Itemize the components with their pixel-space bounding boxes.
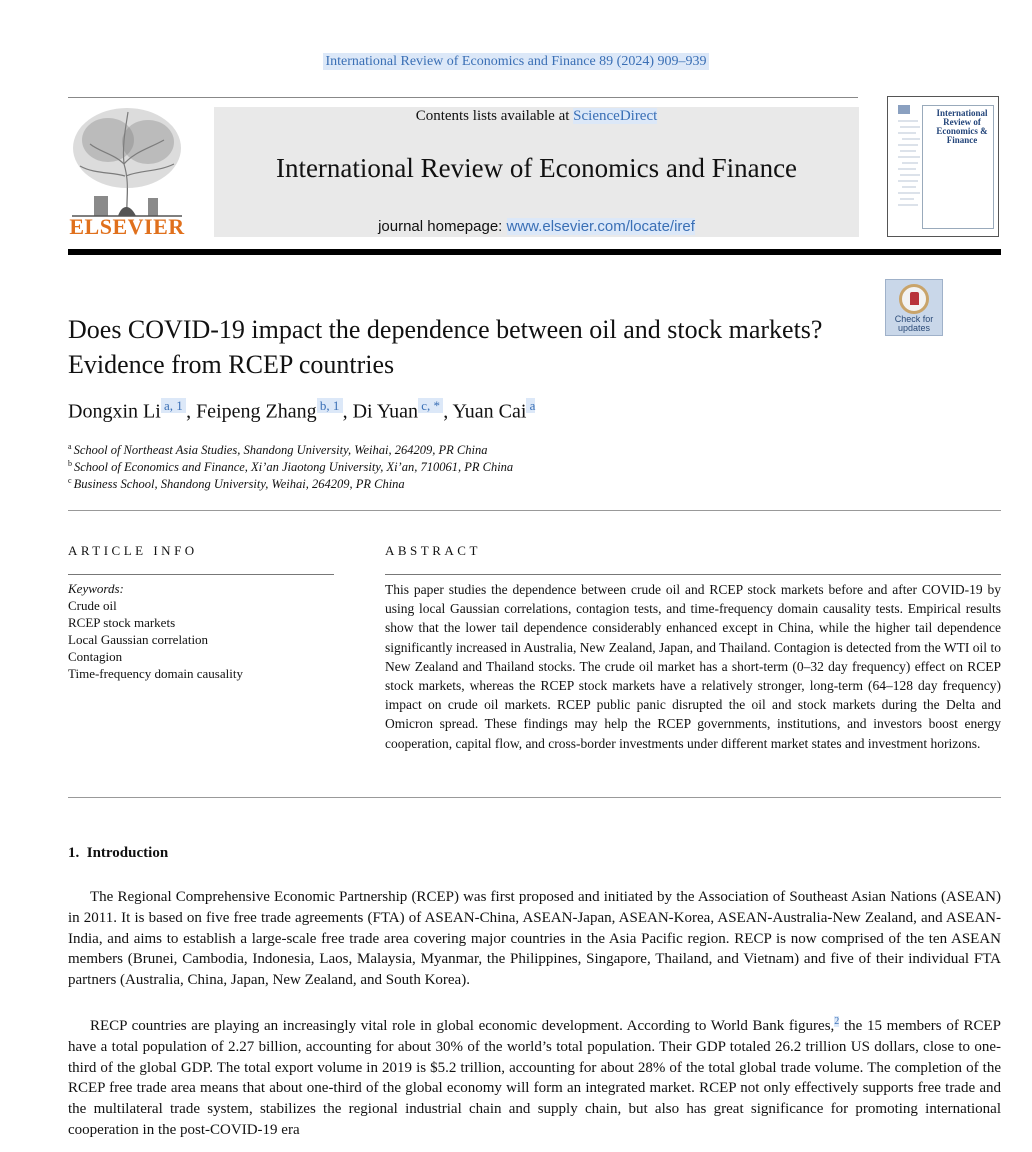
intro-paragraph-2-text-b: the 15 members of RCEP have a total population of 2.27 billion, accounting for about 30% of the world’s total population. Their GDP totaled 26.2 trillion US dollars, close to one-third of the global GDP. The total export volume in 2019 is $5.2 trillion, accounting for about 28% of the total global trade volume. The completion of the RCEP free trade area means that about one-third of the global economy will form an integrated market. RCEP not only effectively supports free trade and the multilateral trade system, stabilizes the regional industrial chain and supply chain, but also has great significance for promoting international cooperation in the post-COVID-19 era bbox=[68, 1018, 1002, 1138]
masthead-bottom-rule bbox=[68, 249, 1001, 255]
check-for-updates-badge[interactable] bbox=[885, 279, 943, 336]
footnote-ref-2[interactable]: 2 bbox=[834, 1016, 840, 1027]
author-name[interactable]: Dongxin Li bbox=[68, 400, 161, 423]
affiliation-key: c bbox=[68, 476, 72, 485]
header-rule bbox=[68, 97, 858, 98]
keywords-block bbox=[68, 580, 243, 682]
affiliation-text: School of Economics and Finance, Xi’an Jiaotong University, Xi’an, 710061, PR China bbox=[74, 460, 514, 475]
affiliation-b bbox=[68, 459, 513, 475]
keyword-item: Contagion bbox=[68, 649, 123, 664]
author-name[interactable]: Di Yuan bbox=[352, 400, 418, 423]
abstract-bottom-rule bbox=[68, 797, 1001, 798]
contents-line bbox=[214, 108, 859, 125]
journal-citation[interactable]: International Review of Economics and Finance 89 (2024) 909–939 bbox=[325, 54, 707, 69]
keyword-list bbox=[68, 597, 243, 682]
intro-paragraph-1-text: The Regional Comprehensive Economic Partnership (RCEP) was first proposed and initiated by the Association of Southeast Asian Nations (ASEAN) in 2011. It is based on five free trade agreements (FTA) of ASEAN-China, ASEAN-Japan, ASEAN-Korea, ASEAN-Australia-New Zealand, and ASEAN-India, and aims to establish a large-scale free trade area covering major countries in the Asia Pacific region. RECP is now comprised of the ten ASEAN members (Brunei, Cambodia, Indonesia, Laos, Malaysia, Myanmar, the Philippines, Singapore, Thailand, and Vietnam) and five of their individual FTA partners (Australia, China, Japan, New Zealand, and South Korea). bbox=[68, 889, 1001, 989]
cover-title: International Review of Economics & Finance bbox=[936, 108, 988, 145]
author-name[interactable]: Feipeng Zhang bbox=[196, 400, 317, 423]
keyword-item: Time-frequency domain causality bbox=[68, 666, 243, 681]
affiliation-text: Business School, Shandong University, Weihai, 264209, PR China bbox=[73, 477, 405, 492]
author-affiliation-marker[interactable]: a bbox=[526, 398, 536, 413]
elsevier-wordmark: ELSEVIER bbox=[69, 214, 185, 239]
keyword-item: Local Gaussian correlation bbox=[68, 632, 209, 647]
keyword-item: RCEP stock markets bbox=[68, 615, 176, 630]
abstract-text: This paper studies the dependence between crude oil and RCEP stock markets before and after COVID-19 by using local Gaussian correlations, contagion tests, and time-frequency domain causality tests. Empirical results show that the lower tail dependence considerably enhanced except in China, while the higher tail dependence significantly increased in Australia, New Zealand, Japan, and Thailand. Contagion is detected from the WTI oil to New Zealand and Thailand stocks. The crude oil market has a short-term (0–32 day frequency) effect on RCEP stock markets, whereas the RCEP stock markets have a relatively stronger, long-term (64–128 day frequency) impact on crude oil markets. RCEP public panic disrupted the oil and stock markets during the Delta and Omicron spread. These findings may help the RCEP governments, institutions, and investors boost energy cooperation, capital flow, and cross-border investments under different market states and investment horizons. bbox=[385, 582, 1001, 751]
bookmark-icon bbox=[899, 284, 929, 314]
article-info-rule bbox=[68, 574, 334, 575]
homepage-line bbox=[214, 218, 859, 235]
author-affiliation-marker[interactable]: a, 1 bbox=[160, 398, 187, 413]
affiliation-text: School of Northeast Asia Studies, Shandong University, Weihai, 264209, PR China bbox=[73, 443, 488, 458]
journal-title: International Review of Economics and Finance bbox=[275, 153, 798, 183]
homepage-prefix: journal homepage: bbox=[378, 218, 507, 235]
journal-cover-thumbnail[interactable] bbox=[887, 96, 999, 237]
sciencedirect-link[interactable]: ScienceDirect bbox=[573, 108, 658, 124]
affiliation-key: b bbox=[68, 459, 72, 468]
contents-prefix: Contents lists available at bbox=[415, 108, 574, 124]
affiliations-rule bbox=[68, 510, 1001, 511]
keywords-label: Keywords: bbox=[68, 581, 124, 596]
homepage-link[interactable]: www.elsevier.com/locate/iref bbox=[506, 218, 695, 235]
author-name[interactable]: Yuan Cai bbox=[452, 400, 527, 423]
keyword-item: Crude oil bbox=[68, 598, 117, 613]
introduction-heading: 1. Introduction bbox=[68, 845, 169, 861]
article-info-heading: ARTICLE INFO bbox=[68, 543, 198, 558]
intro-paragraph-2 bbox=[68, 1012, 1001, 1141]
cover-contents-lines bbox=[896, 103, 922, 213]
author-separator: , bbox=[186, 400, 197, 423]
author-separator: , bbox=[443, 400, 453, 423]
author-affiliation-marker[interactable]: b, 1 bbox=[316, 398, 343, 413]
check-updates-label: Check for updates bbox=[894, 314, 934, 333]
author-separator: , bbox=[342, 400, 353, 423]
intro-paragraph-1 bbox=[68, 887, 1001, 991]
affiliation-key: a bbox=[68, 442, 72, 451]
abstract-rule bbox=[385, 574, 1001, 575]
abstract-heading: ABSTRACT bbox=[385, 543, 481, 558]
article-title: Does COVID-19 impact the dependence between oil and stock markets? Evidence from RCEP countries bbox=[68, 315, 823, 379]
affiliation-c bbox=[68, 476, 405, 492]
intro-paragraph-2-text-a: RECP countries are playing an increasingly vital role in global economic development. According to World Bank figures, bbox=[90, 1018, 835, 1034]
author-list bbox=[68, 398, 535, 424]
affiliation-a bbox=[68, 442, 487, 458]
author-affiliation-marker[interactable]: c, * bbox=[417, 398, 444, 413]
